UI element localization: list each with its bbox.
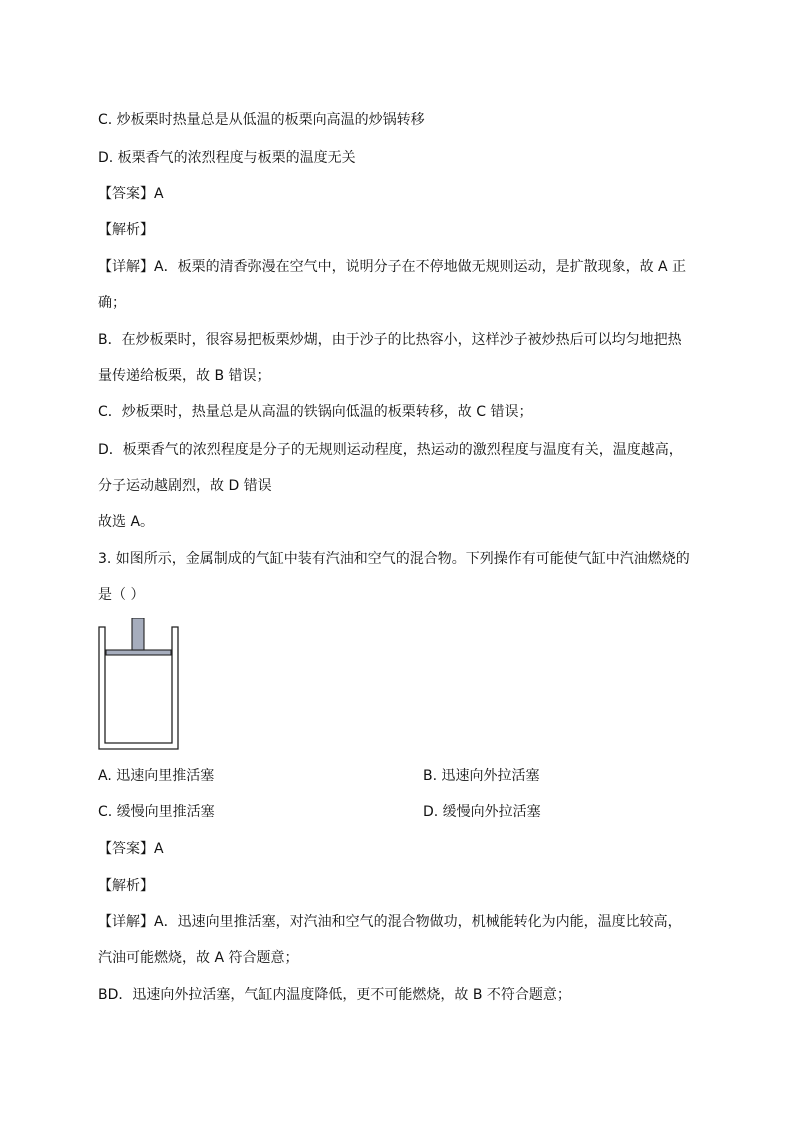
q3-answer-label: 【答案】A bbox=[98, 841, 164, 857]
option-c: C. 缓慢向里推活塞 bbox=[98, 804, 215, 820]
option-d: D. 缓慢向外拉活塞 bbox=[423, 804, 541, 820]
piston-rod bbox=[132, 618, 144, 650]
detail-b-line1: B．在炒板栗时，很容易把板栗炒煳，由于沙子的比热容小，这样沙子被炒热后可以均匀地把热 bbox=[98, 332, 682, 348]
detail-a-line2: 确； bbox=[98, 295, 126, 311]
q3-detail-a-line2: 汽油可能燃烧，故 A 符合题意； bbox=[98, 950, 299, 966]
q3-analysis-label: 【解析】 bbox=[98, 878, 154, 894]
question-3-stem-line1: 3. 如图所示，金属制成的气缸中装有汽油和空气的混合物。下列操作有可能使气缸中汽油燃烧的 bbox=[98, 551, 690, 567]
detail-b-line2: 量传递给板栗，故 B 错误； bbox=[98, 368, 271, 384]
option-c-text: C. 炒板栗时热量总是从低温的板栗向高温的炒锅转移 bbox=[98, 112, 425, 128]
detail-d-line2: 分子运动越剧烈，故 D 错误 bbox=[98, 478, 272, 494]
conclusion-text: 故选 A。 bbox=[98, 514, 155, 530]
piston-plate bbox=[106, 650, 171, 655]
detail-d-line1: D．板栗香气的浓烈程度是分子的无规则运动程度，热运动的激烈程度与温度有关，温度越高， bbox=[98, 442, 683, 458]
option-b: B. 迅速向外拉活塞 bbox=[423, 768, 540, 784]
question-3-stem-line2: 是（ ） bbox=[98, 587, 145, 603]
analysis-label: 【解析】 bbox=[98, 222, 154, 238]
detail-a-line1: 【详解】A．板栗的清香弥漫在空气中，说明分子在不停地做无规则运动，是扩散现象，故 A 正 bbox=[98, 259, 687, 275]
cylinder-piston-figure bbox=[98, 618, 180, 752]
q3-detail-a-line1: 【详解】A．迅速向里推活塞，对汽油和空气的混合物做功，机械能转化为内能，温度比较高， bbox=[98, 914, 682, 930]
option-d-text: D. 板栗香气的浓烈程度与板栗的温度无关 bbox=[98, 150, 356, 166]
answer-label: 【答案】A bbox=[98, 186, 164, 202]
detail-c-line: C．炒板栗时，热量总是从高温的铁锅向低温的板栗转移，故 C 错误； bbox=[98, 404, 533, 420]
q3-detail-bd-line: BD．迅速向外拉活塞，气缸内温度降低，更不可能燃烧，故 B 不符合题意； bbox=[98, 987, 571, 1003]
option-a: A. 迅速向里推活塞 bbox=[98, 768, 215, 784]
